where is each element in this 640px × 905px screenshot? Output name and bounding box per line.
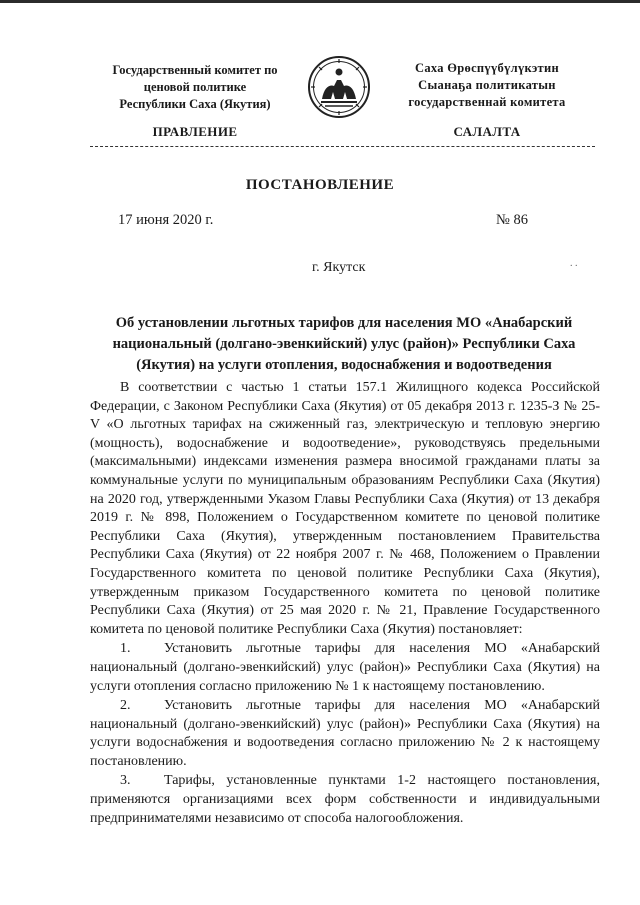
org-name-line: Саха Өрөспүүбүлүкэтин — [415, 61, 559, 75]
org-name-line: Республики Саха (Якутия) — [119, 97, 271, 111]
document-title: Об установлении льготных тарифов для населения МО «Анабарский национальный (долгано-эвенкийский) улус (район)» Республики Саха (Якутия) на услуги отопления, водоснабжения и водоотведения — [112, 315, 576, 373]
org-name-russian — [92, 62, 298, 113]
org-name-line: Сыанаҕа политикатын — [418, 78, 556, 92]
resolution-item — [90, 640, 600, 696]
item-number: 3. — [120, 773, 131, 789]
board-label-yakut: САЛАЛТА — [453, 124, 521, 139]
org-name-line: Государственный комитет по — [112, 63, 278, 77]
scan-artifact-dots: . . — [570, 258, 578, 269]
header-separator — [90, 146, 595, 147]
org-name-line: государственнай комитета — [408, 95, 566, 109]
org-name-line: ценовой политике — [143, 80, 247, 94]
board-label-russian: ПРАВЛЕНИЕ — [152, 124, 238, 139]
org-name-yakut — [384, 60, 590, 111]
republic-sakha-emblem-icon — [307, 55, 371, 119]
item-text: Тарифы, установленные пунктами 1-2 настоящего постановления, применяются организациями всех форм собственности и индивидуальными предпринимателями независимо от способа налогообложения. — [90, 773, 600, 826]
document-date: 17 июня 2020 г. — [118, 212, 214, 228]
document-city: г. Якутск — [312, 260, 366, 275]
item-text: Установить льготные тарифы для населения МО «Анабарский национальный (долгано-эвенкийский) улус (район)» Республики Саха (Якутия) на услуги отопления согласно приложению № 1 к настоящему постановлению. — [90, 641, 600, 694]
resolution-item — [90, 697, 600, 771]
scan-top-border — [0, 0, 640, 3]
item-number: 2. — [120, 698, 131, 714]
document-body — [90, 379, 600, 828]
item-text: Установить льготные тарифы для населения МО «Анабарский национальный (долгано-эвенкийский) улус (район)» Республики Саха (Якутия) на услуги водоснабжения и водоотведения согласно приложению № 2 к настоящему постановлению. — [90, 698, 600, 769]
preamble-paragraph: В соответствии с частью 1 статьи 157.1 Жилищного кодекса Российской Федерации, с Законом Республики Саха (Якутия) от 05 декабря 2013 г. 1235-З № 25-V «О льготных тарифах на сжиженный газ, электрическую и тепловую энергию (мощность), водоснабжение и водоотведение», руководствуясь предельными (максимальными) индексами изменения размера вносимой гражданами платы за коммунальные услуги по муниципальным образованиям Республики Саха (Якутия) на 2020 год, утвержденными Указом Главы Республики Саха (Якутия) от 13 декабря 2019 г. № 898, Положением о Государственном комитете по ценовой политике Республики Саха (Якутия), утвержденным постановлением Правительства Республики Саха (Якутия) от 22 ноября 2007 г. № 468, Положением о Правлении Государственного комитета по ценовой политике Республики Саха (Якутия), утвержденным приказом Государственного комитета по ценовой политике Республики Саха (Якутия) от 25 мая 2020 г. № 21, Правление Государственного комитета по ценовой политике Республики Саха (Якутия) постановляет: — [90, 380, 600, 637]
item-number: 1. — [120, 641, 131, 657]
resolution-item — [90, 772, 600, 828]
document-type: ПОСТАНОВЛЕНИЕ — [245, 177, 395, 193]
document-number: № 86 — [496, 212, 528, 228]
